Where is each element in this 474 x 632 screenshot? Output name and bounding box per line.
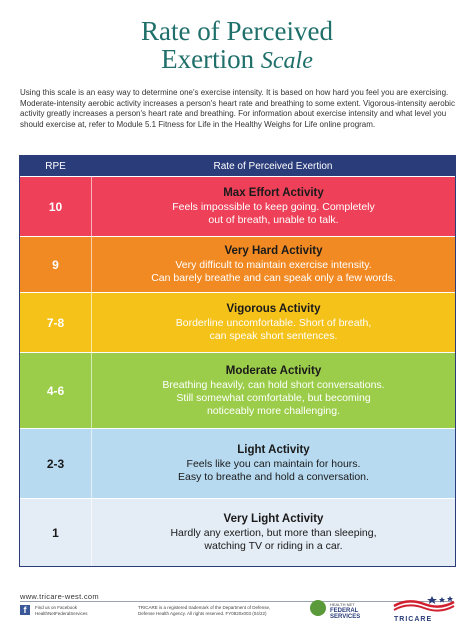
facebook-line: Find us on Facebook — [35, 605, 78, 610]
activity-line: Feels like you can maintain for hours. — [186, 458, 361, 470]
activity-name: Vigorous Activity — [226, 303, 321, 315]
intro-paragraph: Using this scale is an easy way to determine one's exercise intensity. It is based on how hard you feel you are exercising. Moderate-intensity aerobic activity increases a person's heart rate and breathing to some extent. Vigorous-intensity aerobic activity greatly increases a person's heart rate and breathing. For information about exercise intensity and what level you should exercise at, refer to Module 5.1 Fitness for Life in the Healthy Weighs for Life online program. — [20, 88, 455, 129]
rpe-value: 1 — [20, 499, 92, 566]
trademark-line: TRICARE is a registered trademark of the Department of Defense, — [138, 605, 271, 610]
rpe-value: 7-8 — [20, 293, 92, 352]
activity-line: Hardly any exertion, but more than sleeping, — [170, 527, 377, 539]
rpe-value: 9 — [20, 237, 92, 292]
activity-line: Very difficult to maintain exercise intensity. — [175, 259, 372, 271]
table-row — [20, 428, 455, 498]
trademark-notice — [138, 605, 298, 617]
facebook-icon[interactable]: f — [20, 605, 30, 615]
activity-line: Breathing heavily, can hold short conversations. — [162, 378, 385, 391]
title-scale: Scale — [260, 48, 313, 74]
tricare-flag-icon — [392, 594, 456, 616]
activity-line: Still somewhat comfortable, but becoming — [176, 391, 371, 404]
activity-line: watching TV or riding in a car. — [204, 540, 343, 552]
row-description — [92, 443, 455, 484]
website-link[interactable]: www.tricare-west.com — [20, 592, 99, 601]
tricare-logo — [392, 594, 456, 626]
row-description — [92, 512, 455, 553]
header-description: Rate of Perceived Exertion — [213, 160, 333, 172]
row-description — [92, 302, 455, 343]
activity-name: Moderate Activity — [225, 364, 322, 377]
trademark-line: Defense Health Agency. All rights reserved. FY0820x003 (04/22) — [138, 611, 267, 616]
rpe-table — [19, 155, 456, 567]
table-row — [20, 176, 455, 236]
health-net-logo-bottom: FEDERAL SERVICES — [330, 608, 361, 620]
table-row — [20, 352, 455, 428]
row-description — [92, 364, 455, 418]
table-header — [20, 156, 455, 176]
activity-name: Very Light Activity — [223, 513, 324, 525]
table-row — [20, 236, 455, 292]
activity-line: can speak short sentences. — [209, 330, 338, 342]
activity-line: noticeably more challenging. — [206, 404, 341, 417]
row-description — [92, 186, 455, 227]
activity-line: out of breath, unable to talk. — [208, 214, 339, 226]
header-rpe: RPE — [45, 160, 66, 172]
health-net-logo-top: HEALTH NET — [330, 602, 355, 607]
activity-line: Borderline uncomfortable. Short of breath, — [175, 317, 372, 329]
title-line-1: Rate of Perceived — [141, 16, 333, 46]
footer-divider — [20, 601, 454, 602]
table-row — [20, 292, 455, 352]
rpe-value: 10 — [20, 177, 92, 236]
title-exertion: Exertion — [161, 44, 255, 74]
activity-name: Light Activity — [237, 444, 310, 456]
row-description — [92, 244, 455, 285]
activity-name: Max Effort Activity — [223, 187, 324, 199]
activity-line: Can barely breathe and can speak only a few words. — [151, 272, 396, 284]
health-net-logo-icon — [310, 600, 326, 616]
activity-line: Feels impossible to keep going. Completely — [172, 201, 375, 213]
rpe-value: 2-3 — [20, 429, 92, 498]
tricare-logo-text: TRICARE — [394, 616, 433, 623]
title-line-2 — [0, 44, 474, 75]
rpe-value: 4-6 — [20, 353, 92, 428]
table-row — [20, 498, 455, 566]
facebook-text — [35, 605, 88, 617]
activity-line: Easy to breathe and hold a conversation. — [178, 471, 369, 483]
activity-name: Very Hard Activity — [224, 245, 323, 257]
health-net-logo — [310, 598, 380, 620]
facebook-handle[interactable]: HealthNetFederalServices — [35, 611, 88, 616]
